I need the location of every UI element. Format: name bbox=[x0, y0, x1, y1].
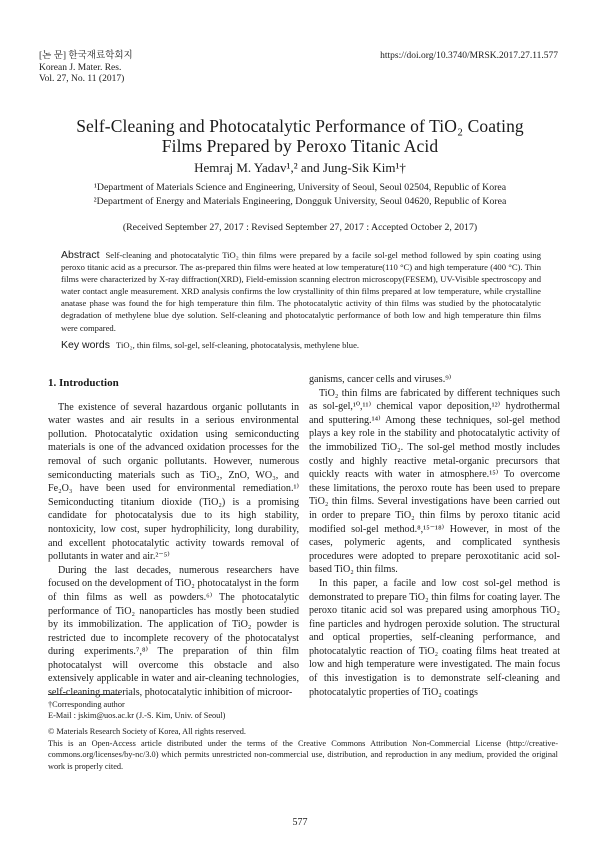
authors: Hemraj M. Yadav¹,² and Jung-Sik Kim¹† bbox=[194, 160, 406, 175]
author-email: E-Mail : jskim@uos.ac.kr (J.-S. Kim, Univ. of Seoul) bbox=[48, 711, 226, 720]
section-heading: 1. Introduction bbox=[48, 377, 119, 389]
paragraph: TiO₂ thin films are fabricated by different techniques such as sol-gel,¹⁰,¹¹⁾ chemical vapor deposition,¹²⁾ hydrothermal and sputtering.¹⁴⁾ Among these techniques, sol-gel method plays a key role in the stability and photocatalytic activity of the immobilized TiO₂. The sol-gel method mostly includes costly and highly reactive metal-organic precursors that quickly reacts with water in atmosphere.¹⁵⁾ To overcome these limitations, the peroxo route has been used to prepare TiO₂ thin films. Several investigations have been carried out in order to prepare TiO₂ thin films by peroxo titanic acid modified sol-gel method.⁸,¹⁵⁻¹⁸⁾ However, in most of the cases, polymeric agents, and complicated synthesis procedures were adopted to prepare peroxotitanic acid sol-based TiO₂ thin films. bbox=[309, 387, 560, 576]
paragraph: ganisms, cancer cells and viruses.⁹⁾ bbox=[309, 374, 452, 385]
affiliation-2: ²Department of Energy and Materials Engineering, Dongguk University, Seoul 04620, Republic of Korea bbox=[93, 195, 507, 207]
journal-line-1: [논 문] 한국재료학회지 bbox=[39, 51, 133, 61]
copyright-line-1: © Materials Research Society of Korea, All rights reserved. bbox=[48, 727, 246, 736]
journal-line-3: Vol. 27, No. 11 (2017) bbox=[39, 74, 125, 84]
title-line-1: Self-Cleaning and Photocatalytic Performance of TiO₂ Coating bbox=[76, 116, 524, 136]
paragraph: The existence of several hazardous organic pollutants in water wastes and air results in a serious environmental pollution. Photocatalytic oxidation using semiconducting materials is one of the advanced oxidation processes for the removal of such organic pollutants. However, numerous semiconducting materials such as TiO₂, ZnO, WO₃, and Fe₂O₃ have been used for environmental remediation.¹⁾ Semiconducting titanium dioxide (TiO₂) is a promising candidate for photocatalysis due to its high stability, nontoxicity, low cost, super hydrophilicity, long durability, and excellent photocatalytic activity towards removal of pollutants in water and air.²⁻⁵⁾ bbox=[48, 401, 299, 563]
keywords-text: TiO₂, thin films, sol-gel, self-cleaning, photocatalysis, methylene blue. bbox=[116, 340, 360, 350]
paragraph: In this paper, a facile and low cost sol-gel method is demonstrated to prepare TiO₂ thin films for coating layer. The peroxo titanic acid sol was prepared using amorphous TiO₂ fine particles and hydrogen peroxide solution. The structural and optical properties, self-cleaning performance, and photocatalytic reaction of TiO₂ coating films heat treated at low and high temperature were investigated. The main focus of this investigation is to demonstrate self-cleaning and photocatalytic properties of TiO₂ coatings bbox=[309, 577, 560, 698]
abstract bbox=[61, 249, 541, 334]
journal-line-2: Korean J. Mater. Res. bbox=[39, 62, 122, 73]
keywords bbox=[61, 339, 541, 351]
abstract-text: Self-cleaning and photocatalytic TiO₂ thin films were prepared by a facile sol-gel method followed by spin coating using peroxo titanic acid as a precursor. The as-prepared thin films were heated at low temperature(110 °C) and high temperature (400 °C). Thin films were characterized by X-ray diffraction(XRD), Field-emission scanning electron microscopy(FESEM), UV-Visible spectroscopy and water contact angle measurement. XRD analysis confirms the low crystallinity of thin films prepared at low temperature, while crystalline anatase phase was found the for high temperature thin film. The photocatalytic activity of thin films was studied by the photocatalytic degradation of methylene blue dye solution. Self-cleaning and photocatalytic performance of both low and high temperature thin films were compared. bbox=[61, 250, 541, 333]
affiliations bbox=[40, 181, 560, 208]
doi-link[interactable]: https://doi.org/10.3740/MRSK.2017.27.11.577 bbox=[380, 51, 558, 61]
keywords-label: Key words bbox=[61, 339, 111, 351]
paper-title bbox=[40, 116, 560, 156]
title-line-2: Films Prepared by Peroxo Titanic Acid bbox=[161, 136, 439, 156]
footnote bbox=[48, 699, 225, 721]
corresponding-author: †Corresponding author bbox=[48, 700, 125, 709]
journal-header bbox=[39, 51, 133, 86]
copyright-notice bbox=[48, 726, 558, 772]
paragraph: During the last decades, numerous researchers have focused on the development of TiO₂ photocatalyst in the form of thin films as well as powders.⁶⁾ The photocatalytic performance of TiO₂ nanoparticles has mostly been studied by its immobilization. The application of TiO₂ powder is restricted due to incomplete recovery of the photocatalyst during experiments.⁷,⁸⁾ The preparation of thin film photocatalyst will overcome this obstacle and also extensively applicable in water and air-cleaning technologies, self-cleaning materials, photocatalytic inhibition of microor- bbox=[48, 564, 299, 699]
footnote-divider bbox=[48, 694, 120, 695]
page-number: 577 bbox=[292, 817, 308, 828]
right-column bbox=[309, 373, 560, 699]
abstract-label: Abstract bbox=[61, 249, 100, 261]
license-text: This is an Open-Access article distributed under the terms of the Creative Commons Attribution Non-Commercial License (http://creative-commons.org/licenses/by-nc/3.0) which permits unrestricted non-commercial use, distribution, and reproduction in any medium, provided the original work is properly cited. bbox=[48, 738, 558, 771]
received-dates: (Received September 27, 2017 : Revised September 27, 2017 : Accepted October 2, 2017) bbox=[122, 222, 478, 233]
affiliation-1: ¹Department of Materials Science and Engineering, University of Seoul, Seoul 02504, Republic of Korea bbox=[93, 182, 507, 193]
left-column bbox=[48, 373, 299, 700]
